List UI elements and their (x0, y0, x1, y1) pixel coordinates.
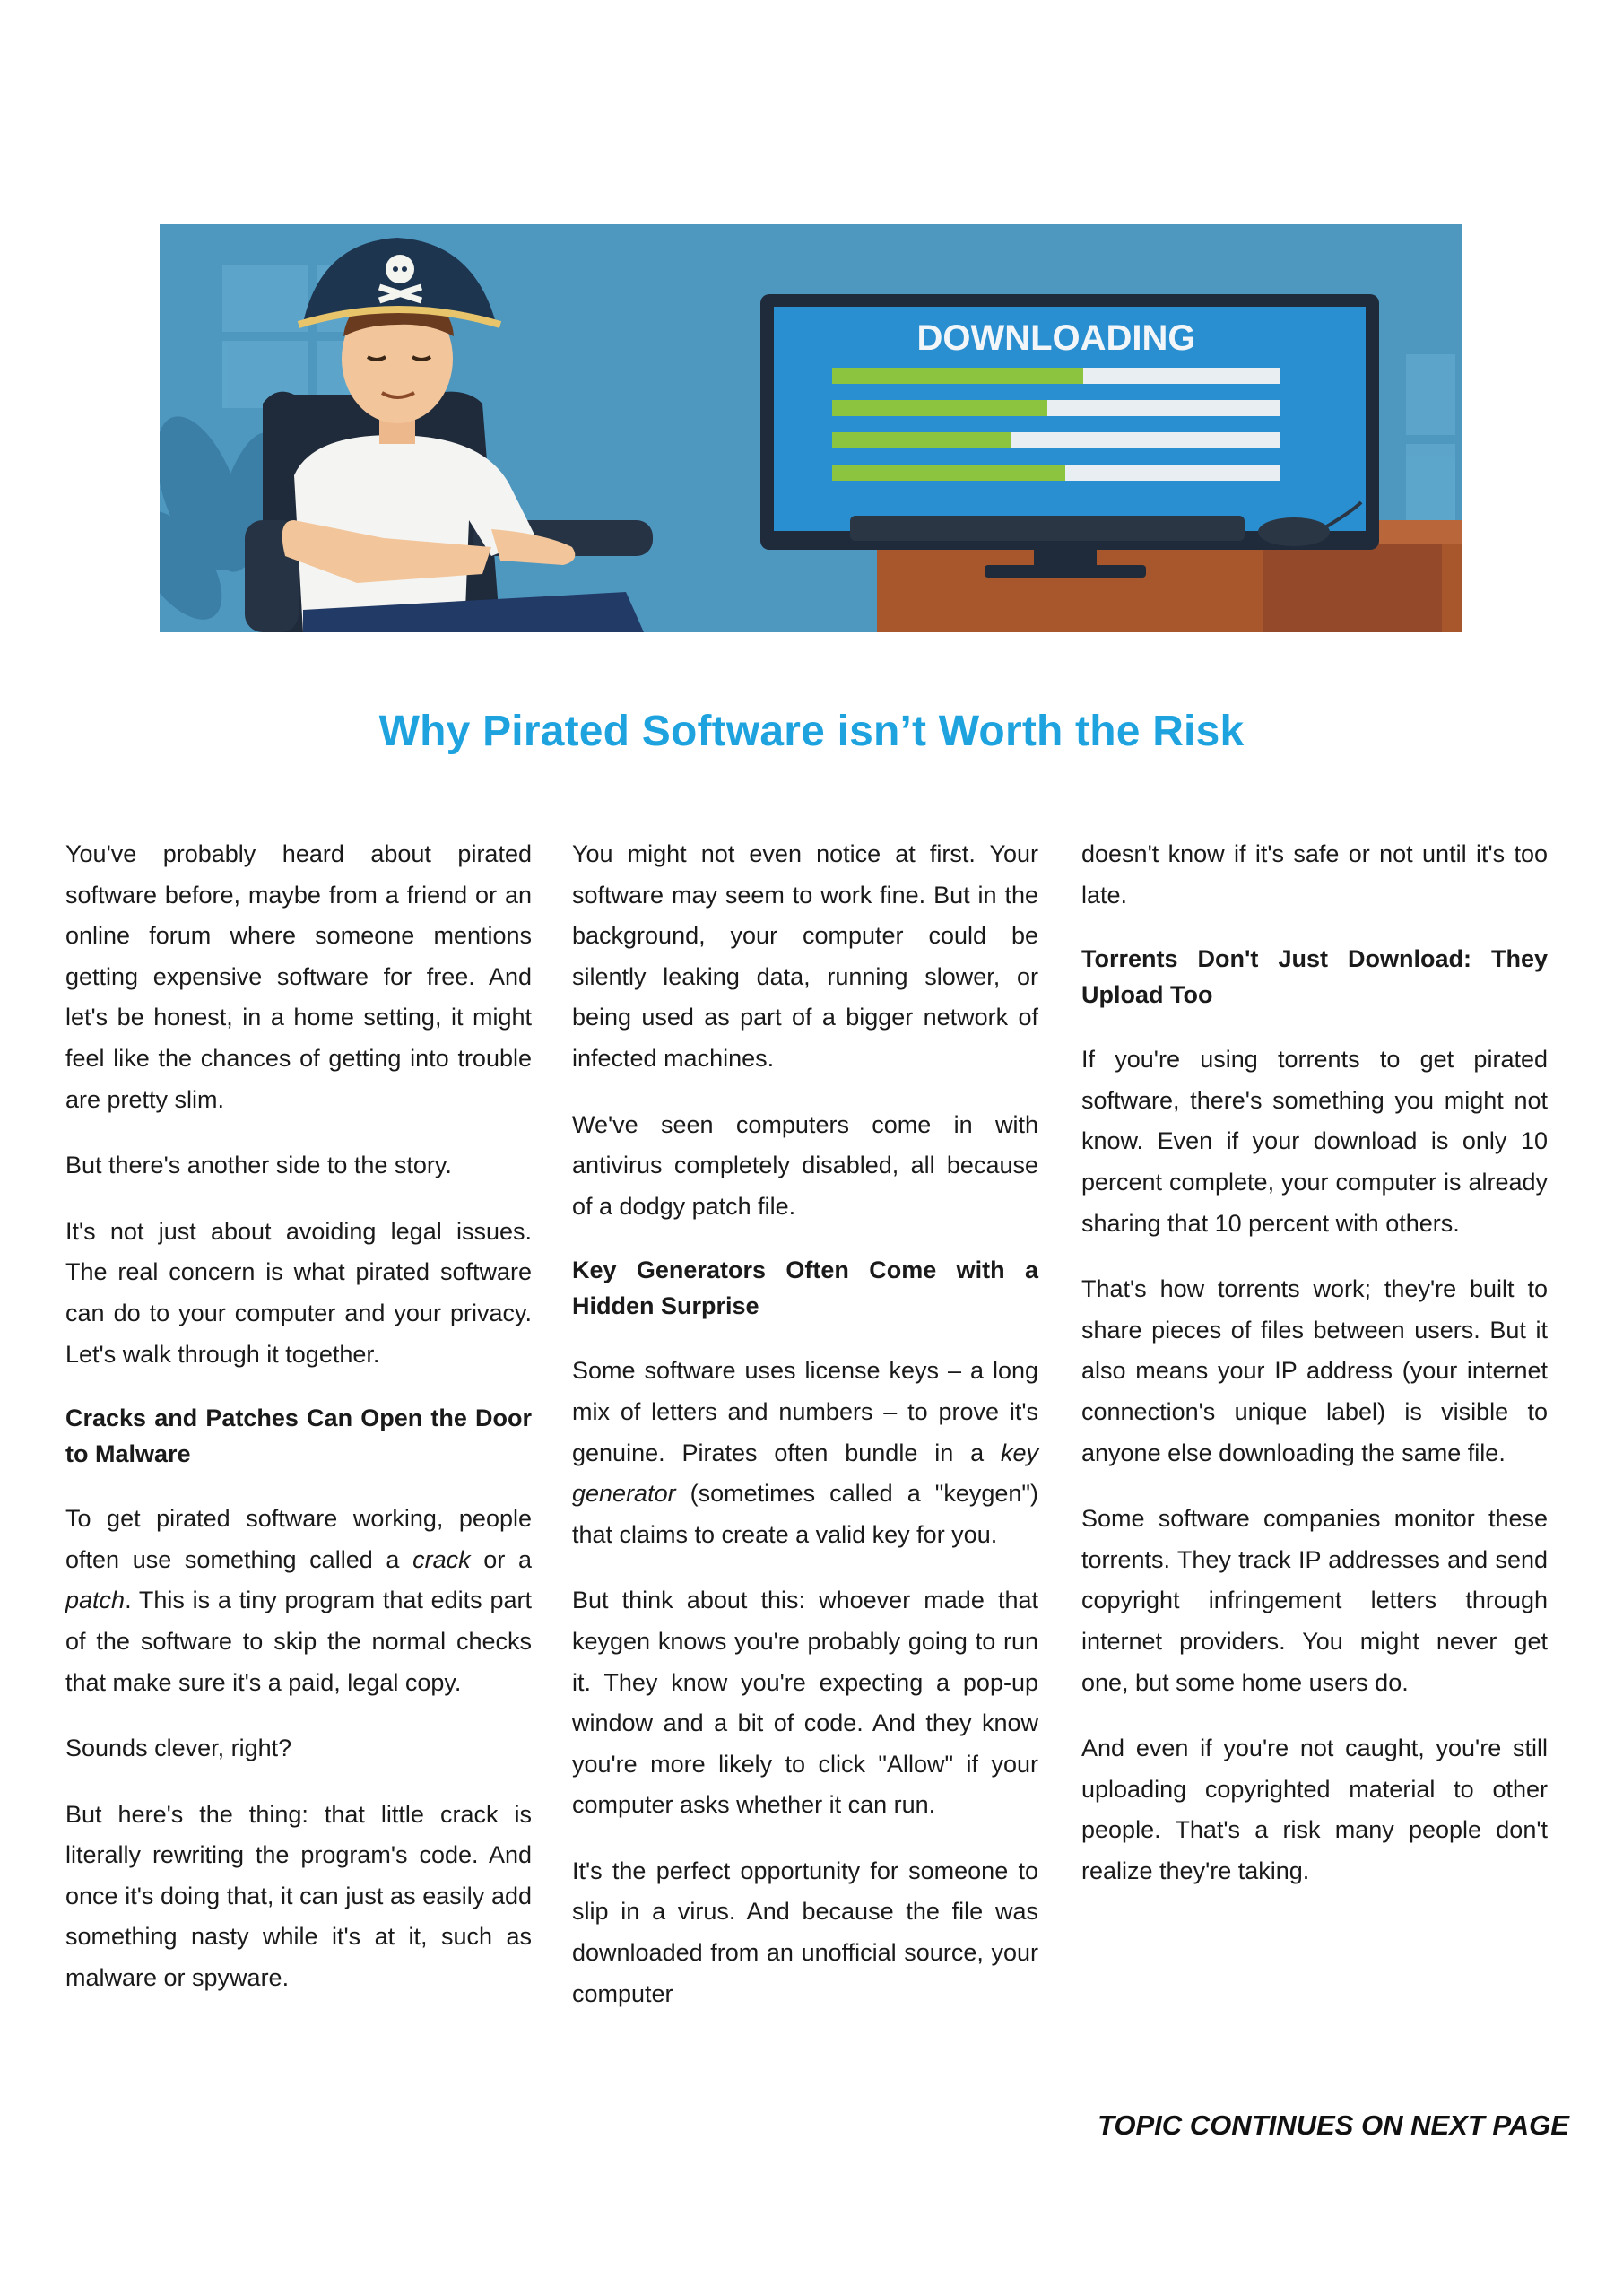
paragraph: You might not even notice at first. Your software may seem to work fine. But in the background, your computer could be silently leaking data, running slower, or being used as part of a bigger network of infected machines. (572, 840, 1038, 1072)
text-run: (sometimes called a "keygen") that claims to create a valid key for you. (572, 1480, 1038, 1548)
paragraph: Sounds clever, right? (65, 1735, 292, 1762)
section-heading-torrents: Torrents Don't Just Download: They Upload Too (1081, 945, 1548, 1009)
emphasis-crack: crack (412, 1545, 471, 1573)
pirate-at-computer-illustration (160, 224, 1462, 632)
progress-bar-fill (832, 432, 1011, 448)
paragraph: You've probably heard about pirated software before, maybe from a friend or an online forum where someone mentions getting expensive software for free. And let's be honest, in a home setting, it might feel like the chances of getting into trouble are pretty slim. (65, 840, 532, 1113)
emphasis-patch: patch (65, 1587, 126, 1614)
paragraph: doesn't know if it's safe or not until it's too late. (1081, 840, 1548, 909)
article-column-1 (65, 834, 532, 2024)
paragraph: If you're using torrents to get pirated software, there's something you might not know. Even if your download is only 10 percent complete, your computer is already sharing that 10 percent with others. (1081, 1046, 1548, 1237)
text-run: To get pirated software working, people often use something called a (65, 1505, 532, 1573)
continued-note: TOPIC CONTINUES ON NEXT PAGE (1098, 2109, 1569, 2141)
hero-illustration (160, 224, 1462, 632)
paragraph: But think about this: whoever made that keygen knows you're probably going to run it. They know you're expecting a pop-up window and a bit of code. And they know you're more likely to click "Allow" if your computer asks whether it can run. (572, 1587, 1038, 1819)
paragraph (65, 1499, 532, 1703)
article-column-2 (572, 834, 1038, 2039)
paragraph (572, 1351, 1038, 1555)
progress-bar-fill (832, 400, 1047, 416)
emphasis-key-generator: key generator (572, 1439, 1038, 1508)
paragraph: It's not just about avoiding legal issues. The real concern is what pirated software can do to your computer and your privacy. Let's walk through it together. (65, 1217, 532, 1368)
paragraph: But here's the thing: that little crack is literally rewriting the program's code. And once it's doing that, it can just as easily add something nasty while it's at it, such as malware or spyware. (65, 1800, 532, 1992)
progress-bar-fill (832, 465, 1065, 481)
paragraph: That's how torrents work; they're built to share pieces of files between users. But it also means your IP address (your internet connection's unique label) is visible to anyone else downloading the same file. (1081, 1275, 1548, 1466)
paragraph: And even if you're not caught, you're still uploading copyrighted material to other people. That's a risk many people don't realize they're taking. (1081, 1735, 1548, 1884)
text-run: . This is a tiny program that edits part of the software to skip the normal checks that make sure it's a paid, legal copy. (65, 1587, 532, 1696)
text-run: or a (470, 1545, 532, 1573)
paragraph: But there's another side to the story. (65, 1152, 452, 1179)
paragraph: Some software companies monitor these torrents. They track IP addresses and send copyright infringement letters through internet providers. You might never get one, but some home users do. (1081, 1505, 1548, 1696)
section-heading-keygens: Key Generators Often Come with a Hidden Surprise (572, 1257, 1038, 1320)
page-title: Why Pirated Software isn’t Worth the Risk (378, 708, 1245, 755)
screen-downloading-text: DOWNLOADING (916, 318, 1196, 358)
article-column-3 (1081, 834, 1548, 1917)
paragraph: We've seen computers come in with antivirus completely disabled, all because of a dodgy patch file. (572, 1110, 1038, 1220)
text-run: Some software uses license keys – a long mix of letters and numbers – to prove it's genuine. Pirates often bundle in a (572, 1357, 1038, 1466)
section-heading-cracks: Cracks and Patches Can Open the Door to Malware (65, 1405, 532, 1468)
progress-bar-fill (832, 368, 1083, 384)
paragraph: It's the perfect opportunity for someone to slip in a virus. And because the file was downloaded from an unofficial source, your computer (572, 1857, 1038, 2007)
